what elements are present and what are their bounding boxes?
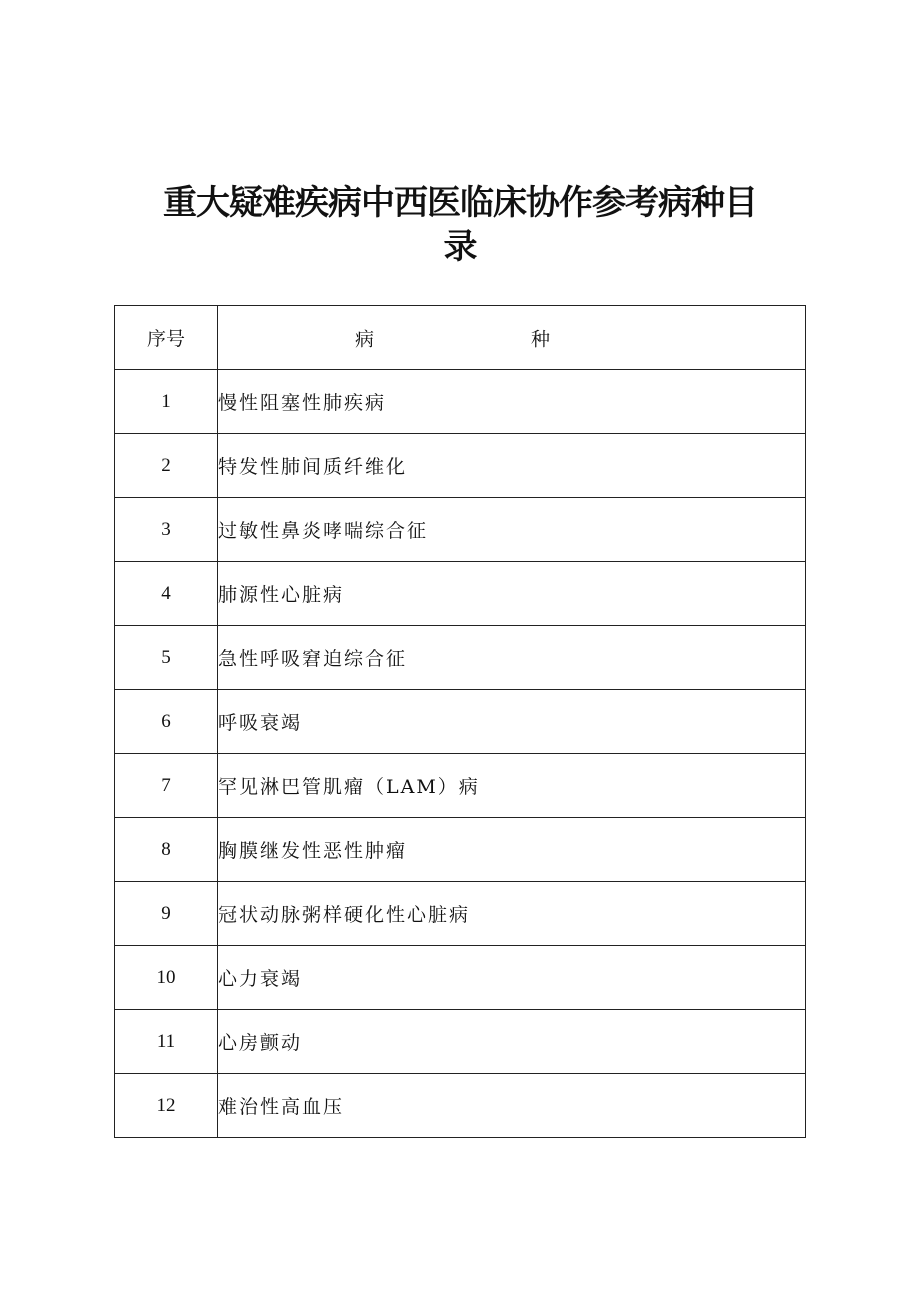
row-disease-name: 慢性阻塞性肺疾病: [218, 370, 806, 434]
row-disease-name: 胸膜继发性恶性肿瘤: [218, 818, 806, 882]
document-title: 重大疑难疾病中西医临床协作参考病种目录: [163, 182, 757, 267]
row-disease-name: 急性呼吸窘迫综合征: [218, 626, 806, 690]
header-disease-part2: 种: [531, 328, 551, 350]
row-disease-name: 冠状动脉粥样硬化性心脏病: [218, 882, 806, 946]
table-row: [115, 754, 806, 818]
row-number: 2: [115, 434, 218, 498]
table-row: [115, 690, 806, 754]
row-number: 5: [115, 626, 218, 690]
row-number: 6: [115, 690, 218, 754]
table-row: [115, 370, 806, 434]
header-disease: [218, 306, 806, 370]
row-disease-name: 难治性高血压: [218, 1074, 806, 1138]
row-disease-name: 心力衰竭: [218, 946, 806, 1010]
table-header-row: [115, 306, 806, 370]
table-row: [115, 818, 806, 882]
row-number: 7: [115, 754, 218, 818]
table-row: [115, 626, 806, 690]
row-number: 11: [115, 1010, 218, 1074]
row-disease-name: 特发性肺间质纤维化: [218, 434, 806, 498]
row-disease-name: 罕见淋巴管肌瘤（LAM）病: [218, 754, 806, 818]
table-row: [115, 1074, 806, 1138]
row-number: 3: [115, 498, 218, 562]
table-row: [115, 498, 806, 562]
row-number: 9: [115, 882, 218, 946]
row-disease-name: 肺源性心脏病: [218, 562, 806, 626]
row-number: 10: [115, 946, 218, 1010]
table-row: [115, 434, 806, 498]
table-row: [115, 946, 806, 1010]
table-row: [115, 562, 806, 626]
disease-catalog-table: [114, 305, 806, 1138]
row-disease-name: 过敏性鼻炎哮喘综合征: [218, 498, 806, 562]
row-number: 1: [115, 370, 218, 434]
row-disease-name: 心房颤动: [218, 1010, 806, 1074]
row-number: 4: [115, 562, 218, 626]
table-row: [115, 882, 806, 946]
table-row: [115, 1010, 806, 1074]
header-disease-part1: 病: [355, 328, 375, 350]
header-number: 序号: [115, 306, 218, 370]
row-number: 8: [115, 818, 218, 882]
row-disease-name: 呼吸衰竭: [218, 690, 806, 754]
row-number: 12: [115, 1074, 218, 1138]
